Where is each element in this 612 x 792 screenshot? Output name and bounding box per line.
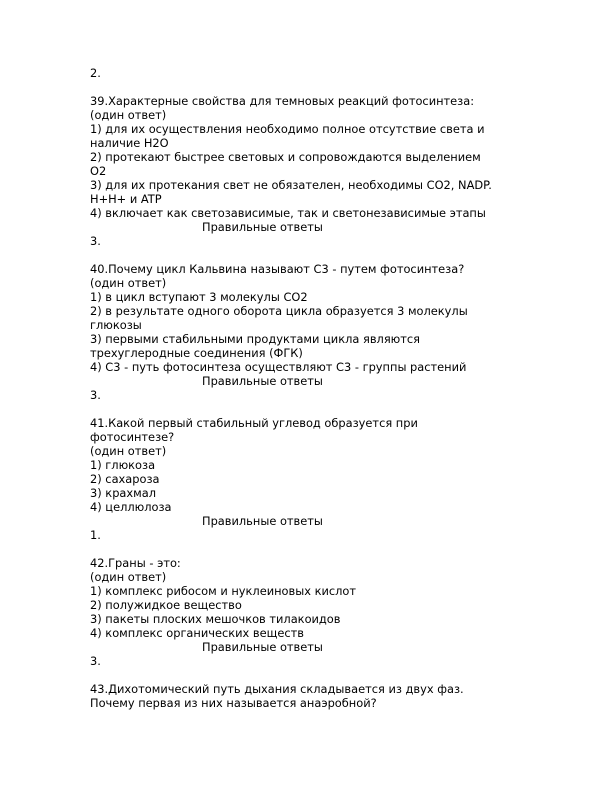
option-text: 2) сахароза bbox=[90, 472, 160, 486]
option-text: глюкозы bbox=[90, 318, 142, 332]
option-text: O2 bbox=[90, 164, 107, 178]
correct-answer: 3. bbox=[90, 388, 101, 402]
question-text: Почему первая из них называется анаэробной? bbox=[90, 696, 377, 710]
option-text: 4) включает как светозависимые, так и светонезависимые этапы bbox=[90, 206, 486, 220]
question-block bbox=[90, 682, 530, 710]
option-text: H+H+ и ATP bbox=[90, 192, 162, 206]
question-text: 42.Граны - это: bbox=[90, 556, 181, 570]
question-block bbox=[90, 262, 530, 402]
option-text: наличие H2O bbox=[90, 136, 169, 150]
answer-type: (один ответ) bbox=[90, 444, 167, 458]
question-text: 41.Какой первый стабильный углевод образуется при bbox=[90, 416, 418, 430]
correct-answer: 3. bbox=[90, 654, 101, 668]
correct-answers-label: Правильные ответы bbox=[202, 220, 323, 234]
question-block bbox=[90, 416, 530, 542]
option-text: 3) крахмал bbox=[90, 486, 156, 500]
question-text: 40.Почему цикл Кальвина называют С3 - путем фотосинтеза? bbox=[90, 262, 465, 276]
option-text: 2) в результате одного оборота цикла образуется 3 молекулы bbox=[90, 304, 468, 318]
spacer bbox=[90, 248, 530, 262]
correct-answers-label: Правильные ответы bbox=[202, 514, 323, 528]
spacer bbox=[90, 668, 530, 682]
option-text: 4) комплекс органических веществ bbox=[90, 626, 304, 640]
option-text: 2) протекают быстрее световых и сопровождаются выделением bbox=[90, 150, 481, 164]
option-text: 4) целлюлоза bbox=[90, 500, 172, 514]
option-text: 1) для их осуществления необходимо полное отсутствие света и bbox=[90, 122, 485, 136]
option-text: 3) пакеты плоских мешочков тилакоидов bbox=[90, 612, 341, 626]
option-text: 1) в цикл вступают 3 молекулы CO2 bbox=[90, 290, 308, 304]
question-text: 39.Характерные свойства для темновых реакций фотосинтеза: bbox=[90, 94, 475, 108]
option-text: 4) С3 - путь фотосинтеза осуществляют С3 - группы растений bbox=[90, 360, 467, 374]
answer-type: (один ответ) bbox=[90, 570, 167, 584]
option-text: 1) комплекс рибосом и нуклеиновых кислот bbox=[90, 584, 357, 598]
spacer bbox=[90, 402, 530, 416]
answer-type: (один ответ) bbox=[90, 108, 167, 122]
option-text: 3) первыми стабильными продуктами цикла являются bbox=[90, 332, 421, 346]
option-text: 3) для их протекания свет не обязателен, необходимы CO2, NADP. bbox=[90, 178, 492, 192]
spacer bbox=[90, 80, 530, 94]
correct-answer: 3. bbox=[90, 234, 101, 248]
answer-type: (один ответ) bbox=[90, 276, 167, 290]
option-text: 1) глюкоза bbox=[90, 458, 156, 472]
question-text: 43.Дихотомический путь дыхания складывается из двух фаз. bbox=[90, 682, 464, 696]
correct-answers-label: Правильные ответы bbox=[202, 640, 323, 654]
option-text: 2) полужидкое вещество bbox=[90, 598, 242, 612]
correct-answers-label: Правильные ответы bbox=[202, 374, 323, 388]
previous-answer: 2. bbox=[90, 66, 101, 80]
spacer bbox=[90, 542, 530, 556]
option-text: трехуглеродные соединения (ФГК) bbox=[90, 346, 303, 360]
question-text: фотосинтезе? bbox=[90, 430, 175, 444]
question-block bbox=[90, 94, 530, 248]
question-block bbox=[90, 556, 530, 668]
document-page bbox=[90, 66, 530, 710]
correct-answer: 1. bbox=[90, 528, 101, 542]
